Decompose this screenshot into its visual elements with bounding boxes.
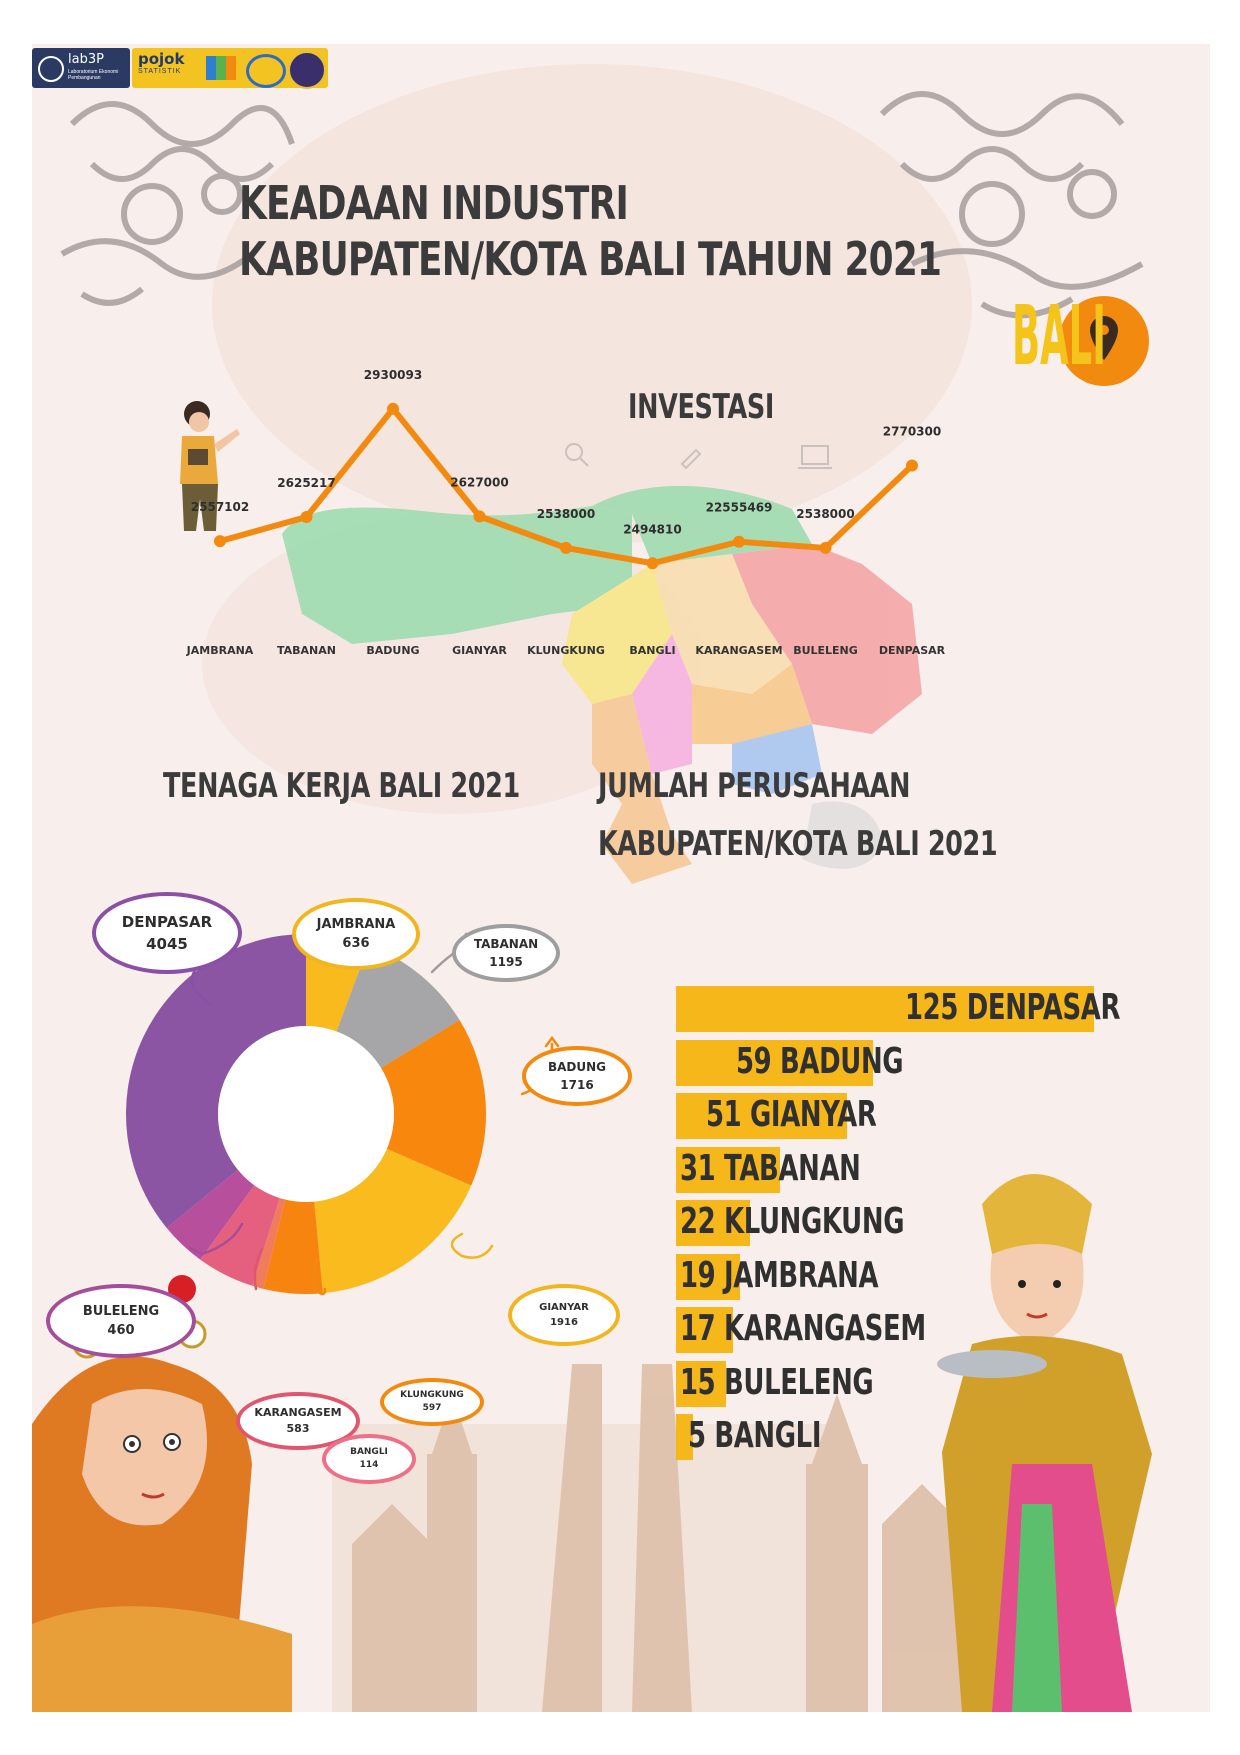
investasi-value-label: 2557102 xyxy=(190,500,250,515)
bar-label: 59 BADUNG xyxy=(736,1040,904,1082)
lab3p-logo-subtitle: Laboratorium Ekonomi Pembangunan xyxy=(68,69,119,81)
bar-label: 31 TABANAN xyxy=(680,1147,861,1189)
bar-label: 51 GIANYAR xyxy=(705,1094,877,1135)
investasi-category-label: KARANGASEM xyxy=(695,644,783,657)
investasi-category-label: DENPASAR xyxy=(878,644,946,657)
investasi-value-label: 2930093 xyxy=(363,367,423,382)
callout-name: GIANYAR xyxy=(539,1302,589,1313)
callout-name: BULELENG xyxy=(82,1303,160,1319)
investasi-point xyxy=(560,542,572,554)
callout-value: 114 xyxy=(359,1460,379,1470)
bali-label: BALI xyxy=(1012,289,1106,384)
callout-badung xyxy=(522,1046,632,1106)
pojok-statistik-logo xyxy=(138,50,200,86)
callout-value: 1195 xyxy=(489,955,523,969)
page-title-line1: KEADAAN INDUSTRI xyxy=(239,176,629,230)
investasi-point xyxy=(301,511,313,523)
jumlah-perusahaan-title-line2: KABUPATEN/KOTA BALI 2021 xyxy=(598,824,998,864)
callout-value: 636 xyxy=(342,936,370,951)
bar-label: 15 BULELENG xyxy=(680,1361,874,1403)
investasi-value-label: 2494810 xyxy=(623,522,682,537)
investasi-point xyxy=(820,542,832,554)
background-blush xyxy=(212,64,972,544)
callout-buleleng xyxy=(46,1284,196,1358)
donut-hole xyxy=(218,1026,394,1202)
callout-bangli xyxy=(322,1434,416,1484)
bar-label: 125 DENPASAR xyxy=(904,987,1120,1028)
callout-tabanan xyxy=(452,924,560,982)
investasi-value-label: 2538000 xyxy=(536,506,596,521)
callout-denpasar xyxy=(92,892,242,974)
investasi-value-label: 2770300 xyxy=(882,424,942,439)
investasi-point xyxy=(214,535,226,547)
callout-value: 1916 xyxy=(550,1317,578,1328)
callout-name: BANGLI xyxy=(350,1446,388,1457)
investasi-category-label: BADUNG xyxy=(366,644,420,657)
investasi-category-label: KLUNGKUNG xyxy=(527,644,605,657)
bar-label: 5 BANGLI xyxy=(688,1415,822,1456)
investasi-value-label: 2627000 xyxy=(450,475,509,490)
investasi-point xyxy=(387,403,399,415)
investasi-point xyxy=(474,510,486,522)
page-title-line2: KABUPATEN/KOTA BALI TAHUN 2021 xyxy=(239,232,942,286)
callout-klungkung xyxy=(380,1378,484,1426)
investasi-value-label: 2538000 xyxy=(796,506,855,521)
callout-value: 583 xyxy=(286,1422,310,1435)
tenaga-kerja-donut-chart xyxy=(126,934,486,1294)
investasi-title: INVESTASI xyxy=(628,387,774,427)
callout-name: JAMBRANA xyxy=(316,916,396,932)
investasi-category-label: TABANAN xyxy=(277,644,336,657)
investasi-category-label: BANGLI xyxy=(629,644,676,657)
infographic-poster xyxy=(32,44,1210,1712)
bar-label: 17 KARANGASEM xyxy=(680,1308,926,1349)
investasi-category-label: JAMBRANA xyxy=(186,644,254,657)
investasi-point xyxy=(906,460,918,472)
investasi-point xyxy=(733,536,745,548)
callout-name: DENPASAR xyxy=(121,912,213,931)
bar-label: 19 JAMBRANA xyxy=(680,1254,879,1296)
lab3p-logo-title: lab3P xyxy=(68,52,104,67)
callout-value: 1716 xyxy=(560,1078,594,1092)
bps-logo xyxy=(206,56,236,80)
callout-gianyar xyxy=(508,1284,620,1346)
ep-logo xyxy=(246,54,286,88)
partner-logos xyxy=(132,48,328,88)
lab3p-logo xyxy=(32,48,130,88)
tenaga-kerja-title: TENAGA KERJA BALI 2021 xyxy=(163,766,520,806)
investasi-value-label: 2625217 xyxy=(277,475,336,490)
callout-name: KARANGASEM xyxy=(254,1405,342,1419)
callout-jambrana xyxy=(292,898,420,970)
callout-name: BADUNG xyxy=(547,1060,607,1074)
jumlah-perusahaan-title-line1: JUMLAH PERUSAHAAN xyxy=(598,766,911,806)
callout-value: 460 xyxy=(107,1323,135,1338)
university-seal xyxy=(288,51,326,89)
callout-name: KLUNGKUNG xyxy=(400,1389,464,1400)
investasi-point xyxy=(647,557,659,569)
investasi-category-label: GIANYAR xyxy=(452,644,507,657)
lab3p-logo-emblem xyxy=(38,56,64,82)
pojok-logo-text: pojok xyxy=(138,50,185,68)
balinese-dancer-illustration xyxy=(937,1174,1152,1712)
callout-value: 4045 xyxy=(146,935,188,953)
statistik-logo-text: STATISTIK xyxy=(138,68,182,75)
investasi-category-label: BULELENG xyxy=(793,644,858,657)
investasi-value-label: 22555469 xyxy=(705,500,773,515)
bar-label: 22 KLUNGKUNG xyxy=(680,1201,905,1242)
callout-value: 597 xyxy=(422,1403,442,1413)
callout-name: TABANAN xyxy=(473,937,539,951)
